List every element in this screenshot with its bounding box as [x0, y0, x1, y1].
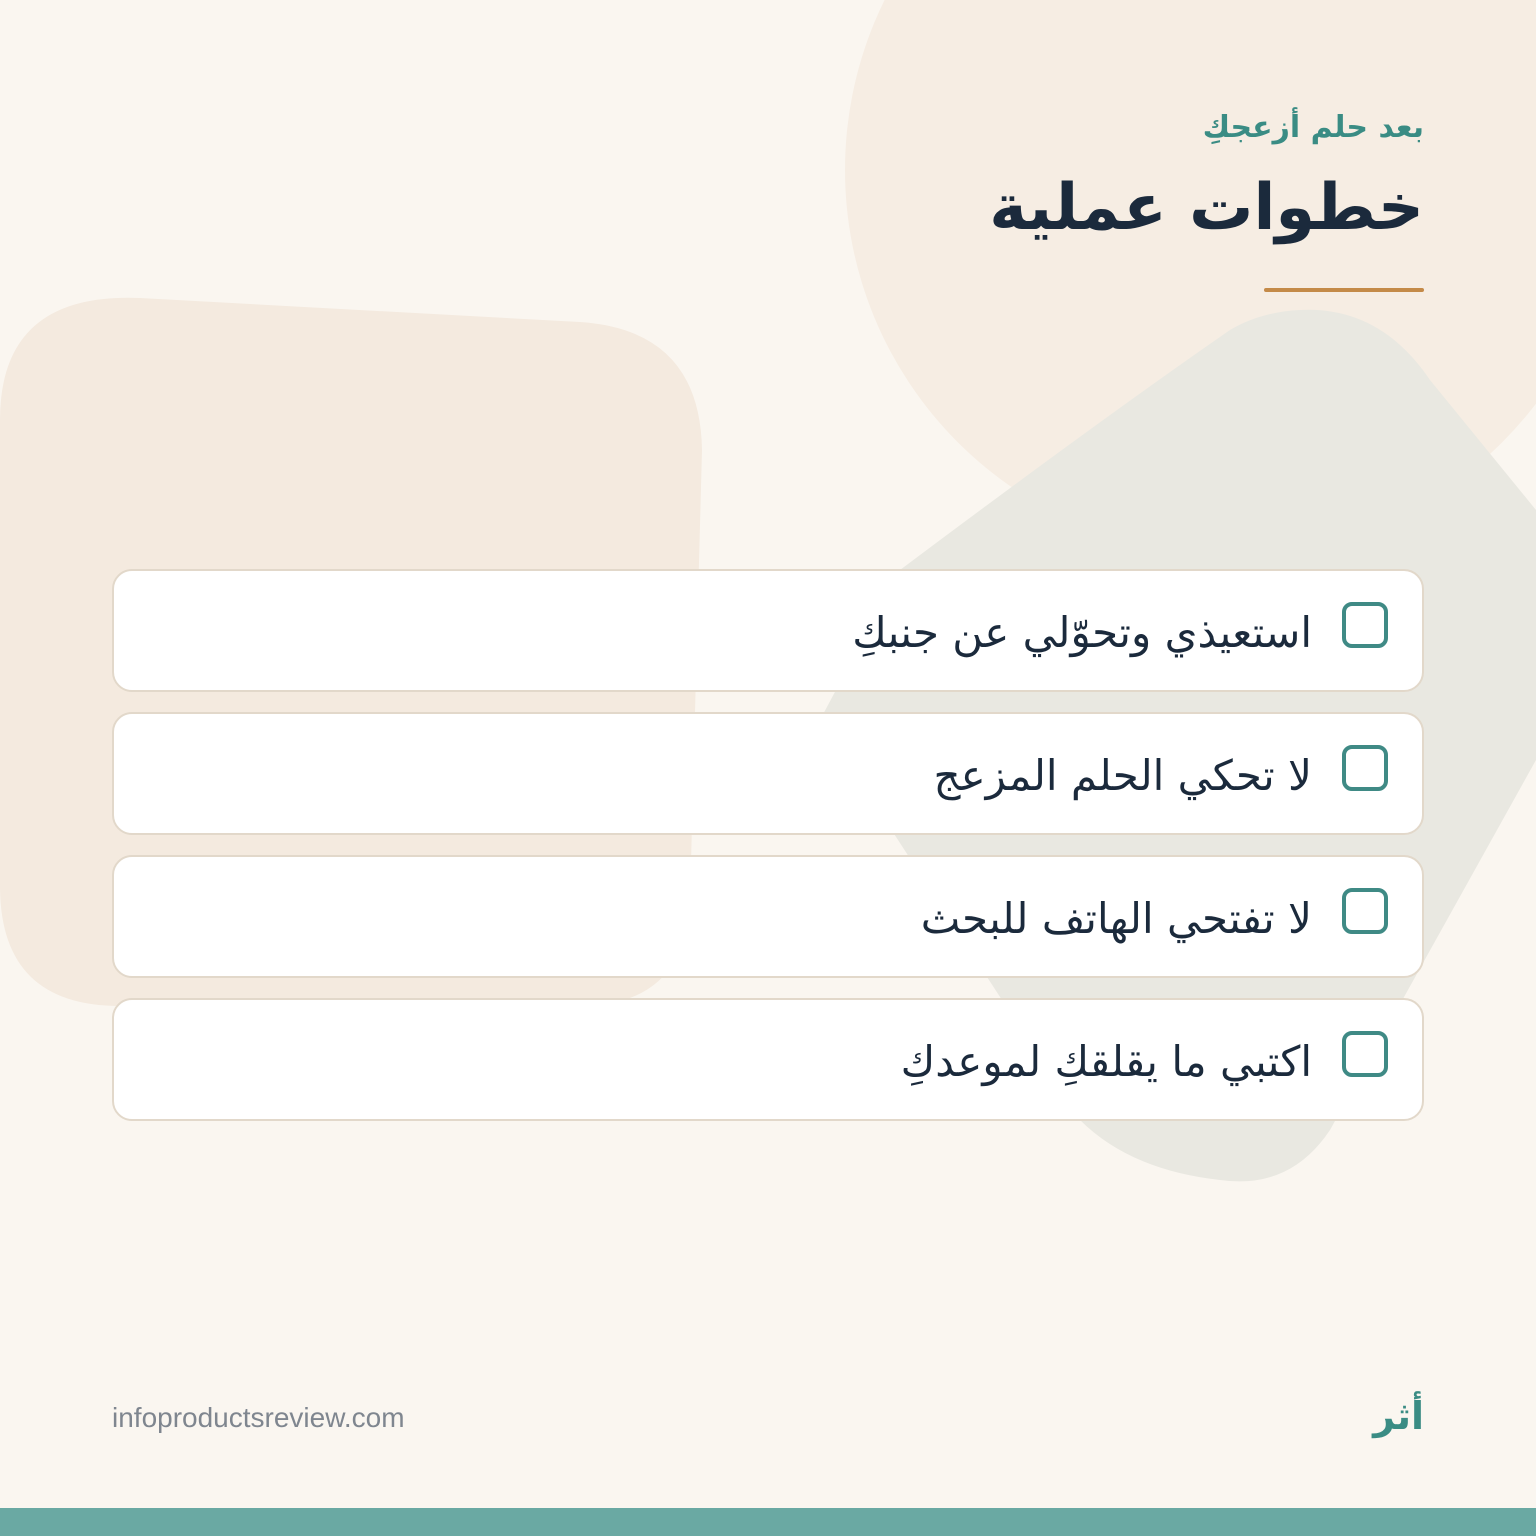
title-divider: [1264, 288, 1424, 292]
checklist-item[interactable]: [112, 855, 1424, 978]
page-subtitle: بعد حلم أزعجكِ: [1202, 110, 1424, 145]
checklist-item[interactable]: [112, 998, 1424, 1121]
bottom-bar: [0, 1508, 1536, 1536]
checklist-item[interactable]: [112, 712, 1424, 835]
checklist: [112, 569, 1424, 1141]
checkbox[interactable]: [1342, 602, 1388, 648]
checklist-item-label: اكتبي ما يقلقكِ لموعدكِ: [900, 1037, 1312, 1086]
checkbox[interactable]: [1342, 1031, 1388, 1077]
footer-url: infoproductsreview.com: [112, 1402, 405, 1433]
checklist-item-label: لا تفتحي الهاتف للبحث: [920, 894, 1312, 943]
checklist-item-label: استعيذي وتحوّلي عن جنبكِ: [852, 608, 1312, 657]
checklist-item-label: لا تحكي الحلم المزعج: [933, 751, 1312, 800]
checkbox[interactable]: [1342, 888, 1388, 934]
checklist-item[interactable]: [112, 569, 1424, 692]
page-title: خطوات عملية: [989, 171, 1424, 245]
brand-logo: أثر: [1373, 1394, 1424, 1438]
checkbox[interactable]: [1342, 745, 1388, 791]
